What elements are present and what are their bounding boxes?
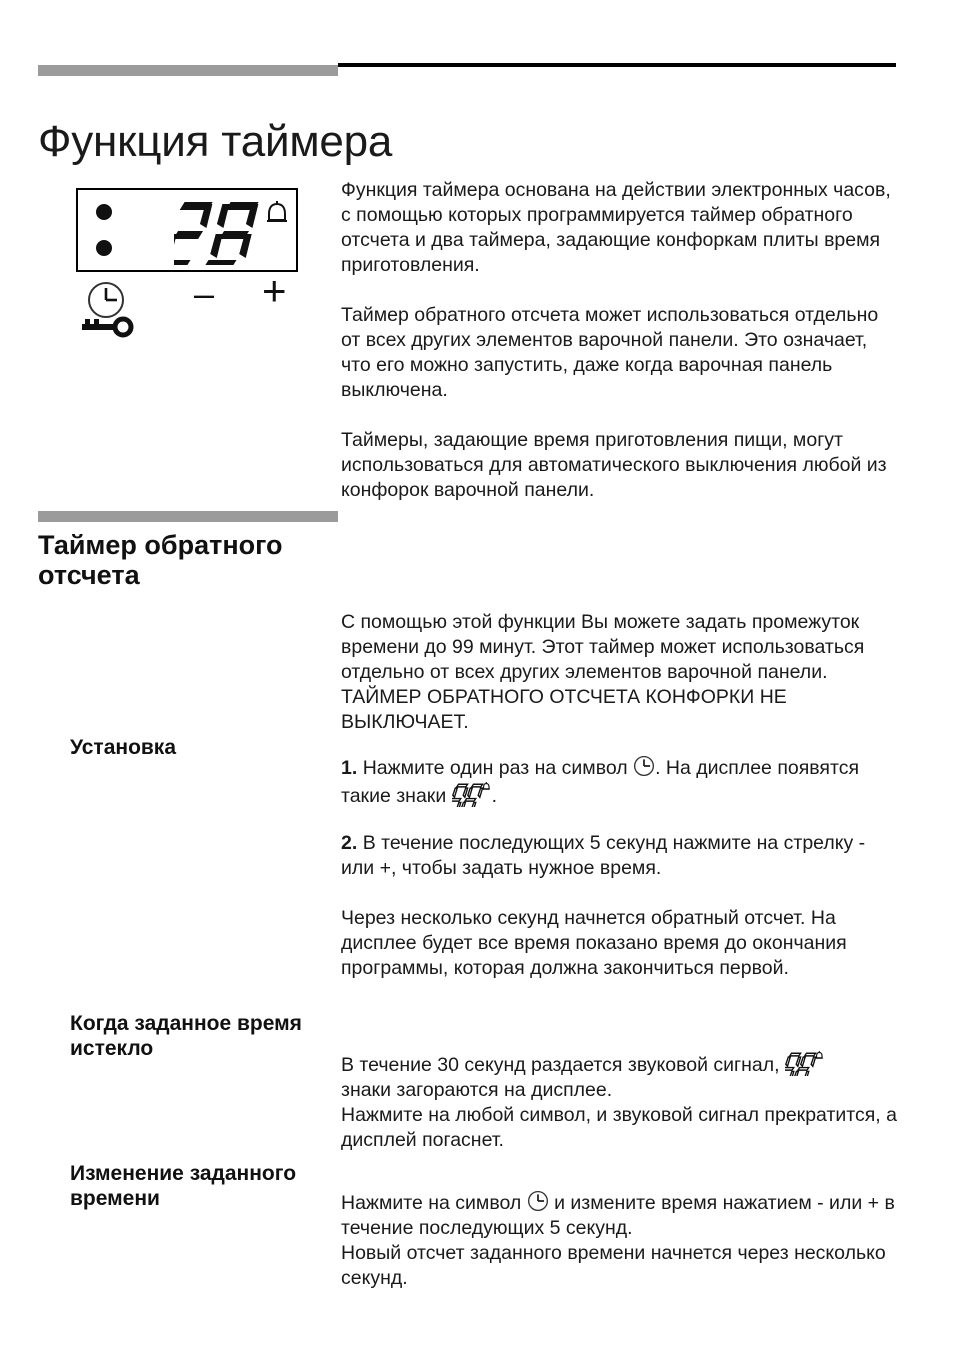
- intro-paragraph-2: Таймер обратного отсчета может использоваться отдельно от всех других элементов варочной панели. Это означает, что его можно запустить, даже когда варочная панель выключена.: [341, 304, 879, 401]
- clock-icon[interactable]: [86, 280, 126, 320]
- hob-control-illustration: [76, 188, 304, 338]
- heading-setup: Установка: [70, 736, 176, 759]
- key-lock-icon[interactable]: [80, 316, 136, 338]
- step-1-text-a: Нажмите один раз на символ: [362, 757, 628, 779]
- heading-change-time: [70, 1161, 335, 1211]
- setup-steps-block: [341, 755, 899, 981]
- indicator-dot-top: [96, 204, 112, 220]
- clock-icon: [527, 1190, 549, 1212]
- heading-change-time-label: Изменение заданного времени: [70, 1162, 297, 1210]
- header-rule: [38, 60, 896, 76]
- step-2-text: В течение последующих 5 секунд нажмите на стрелку - или +, чтобы задать нужное время.: [341, 832, 866, 879]
- change-paragraph: [341, 1190, 899, 1291]
- control-buttons-row: [76, 267, 298, 338]
- change-text-a: Нажмите на символ: [341, 1192, 522, 1214]
- change-text-block: [341, 1190, 899, 1291]
- header-rule-gray: [38, 65, 338, 76]
- heading-time-elapsed: [70, 1011, 335, 1061]
- intro-text-block: [341, 178, 899, 503]
- section-title: Таймер обратного отсчета: [38, 530, 283, 590]
- section-intro-paragraph: С помощью этой функции Вы можете задать промежуток времени до 99 минут. Этот таймер может использоваться отдельно от всех других элементов варочной панели. ТАЙМЕР ОБРАТНОГО ОТСЧЕТА КОНФОРКИ НЕ ВЫКЛЮЧАЕТ.: [341, 611, 865, 733]
- plus-button[interactable]: +: [262, 267, 287, 314]
- bell-icon: [264, 200, 290, 228]
- page-title: Функция таймера: [38, 117, 393, 167]
- minus-button[interactable]: –: [194, 273, 215, 314]
- elapsed-text-b: знаки загораются на дисплее.: [341, 1079, 613, 1101]
- setup-step-1: [341, 755, 899, 809]
- clock-icon: [633, 755, 655, 777]
- timer-display-panel: [76, 188, 298, 272]
- elapsed-text-block: [341, 1050, 899, 1153]
- seven-segment-display: [174, 199, 260, 265]
- step-1-text-c: .: [491, 785, 498, 807]
- elapsed-text-a: В течение 30 секунд раздается звуковой сигнал,: [341, 1054, 780, 1076]
- heading-time-elapsed-label: Когда заданное время истекло: [70, 1012, 302, 1060]
- step-2-number: 2.: [341, 832, 358, 854]
- setup-step-2: [341, 831, 899, 881]
- step-1-text-b: . На дисплее появятся такие знаки: [341, 757, 860, 807]
- seven-segment-zero-zero-bell-icon: [452, 781, 492, 807]
- setup-note: Через несколько секунд начнется обратный отсчет. На дисплее будет все время показано время до окончания программы, которая должна закончиться первой.: [341, 907, 847, 979]
- step-1-number: 1.: [341, 757, 358, 779]
- indicator-dot-bottom: [96, 240, 112, 256]
- elapsed-paragraph: [341, 1050, 899, 1153]
- section-intro-text: [341, 610, 899, 735]
- change-text-c: Новый отсчет заданного времени начнется через несколько секунд.: [341, 1242, 886, 1289]
- change-text-b: и измените время нажатием - или + в течение последующих 5 секунд.: [341, 1192, 895, 1239]
- elapsed-text-c: Нажмите на любой символ, и звуковой сигнал прекратится, а дисплей погаснет.: [341, 1104, 897, 1151]
- seven-segment-zero-zero-bell-icon: [785, 1050, 825, 1076]
- intro-paragraph-1: Функция таймера основана на действии электронных часов, с помощью которых программируется таймер обратного отсчета и два таймера, задающие конфоркам плиты время приготовления.: [341, 179, 891, 276]
- section-rule: [38, 511, 338, 522]
- header-rule-black: [338, 63, 896, 67]
- intro-paragraph-3: Таймеры, задающие время приготовления пищи, могут использоваться для автоматического выключения любой из конфорок варочной панели.: [341, 429, 887, 501]
